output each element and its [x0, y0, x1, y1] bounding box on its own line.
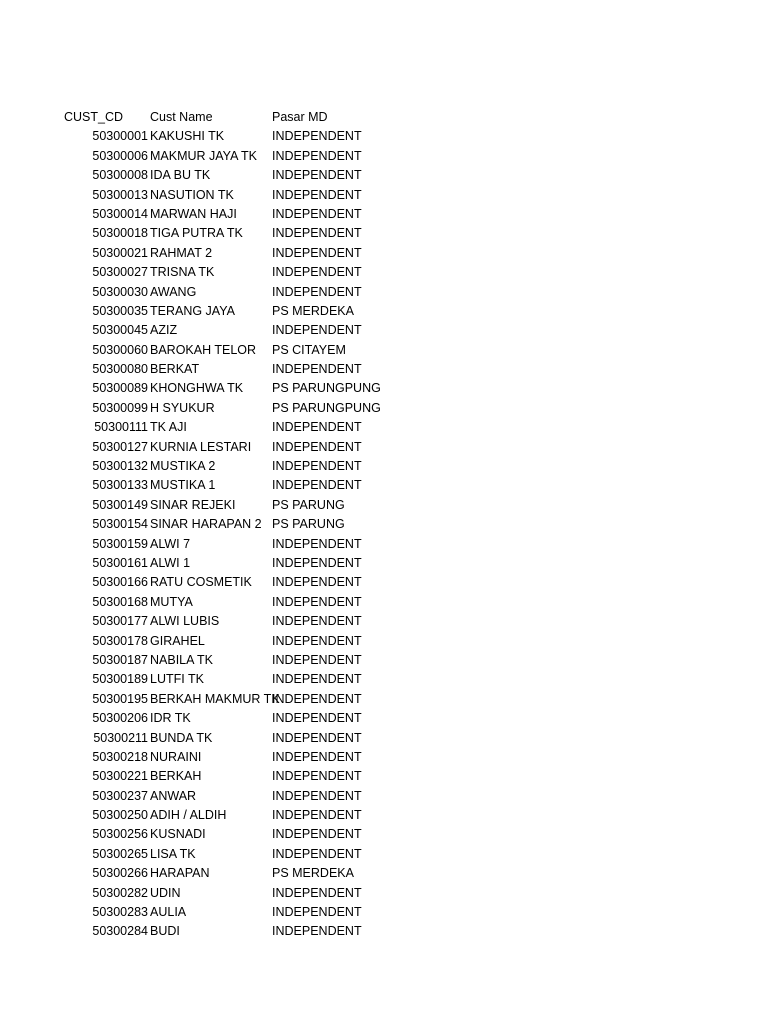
cust-code-cell: 50300111	[94, 420, 148, 435]
cust-name-cell: NURAINI	[150, 749, 202, 764]
cust-name-cell: KAKUSHI TK	[150, 129, 225, 144]
table-row	[0, 651, 768, 670]
table-row	[0, 457, 768, 476]
cust-name-cell: AWANG	[150, 284, 197, 299]
table-row	[0, 690, 768, 709]
cust-name-cell: TIGA PUTRA TK	[150, 226, 243, 241]
pasar-md-cell: PS PARUNGPUNG	[272, 400, 381, 415]
pasar-md-cell: INDEPENDENT	[272, 323, 362, 338]
cust-name-cell: SINAR REJEKI	[150, 497, 236, 512]
cust-code-cell: 50300206	[92, 711, 148, 726]
cust-code-cell: 50300021	[92, 245, 148, 260]
cust-code-cell: 50300284	[92, 924, 148, 939]
cust-name-cell: IDR TK	[150, 711, 191, 726]
cust-name-cell: GIRAHEL	[150, 633, 205, 648]
cust-code-cell: 50300030	[92, 284, 148, 299]
cust-code-cell: 50300099	[92, 400, 148, 415]
pasar-md-cell: PS PARUNGPUNG	[272, 381, 381, 396]
table-row	[0, 903, 768, 922]
pasar-md-cell: INDEPENDENT	[272, 691, 362, 706]
cust-code-cell: 50300127	[92, 439, 148, 454]
pasar-md-cell: INDEPENDENT	[272, 846, 362, 861]
pasar-md-cell: INDEPENDENT	[272, 420, 362, 435]
pasar-md-cell: INDEPENDENT	[272, 439, 362, 454]
table-row	[0, 748, 768, 767]
table-row	[0, 845, 768, 864]
table-row	[0, 864, 768, 883]
pasar-md-cell: INDEPENDENT	[272, 924, 362, 939]
pasar-md-cell: INDEPENDENT	[272, 885, 362, 900]
table-row	[0, 632, 768, 651]
cust-name-cell: BERKAH	[150, 769, 202, 784]
pasar-md-cell: INDEPENDENT	[272, 905, 362, 920]
cust-code-cell: 50300266	[92, 866, 148, 881]
pasar-md-cell: INDEPENDENT	[272, 284, 362, 299]
cust-code-cell: 50300159	[92, 536, 148, 551]
cust-code-cell: 50300177	[92, 614, 148, 629]
cust-name-cell: KUSNADI	[150, 827, 206, 842]
table-row	[0, 496, 768, 515]
table-row	[0, 709, 768, 728]
cust-name-cell: BUNDA TK	[150, 730, 213, 745]
cust-code-cell: 50300282	[92, 885, 148, 900]
pasar-md-cell: PS CITAYEM	[272, 342, 346, 357]
table-row	[0, 379, 768, 398]
cust-name-cell: MARWAN HAJI	[150, 206, 237, 221]
cust-code-cell: 50300265	[92, 846, 148, 861]
cust-code-cell: 50300008	[92, 168, 148, 183]
cust-name-cell: HARAPAN	[150, 866, 210, 881]
table-row	[0, 593, 768, 612]
table-header-row	[0, 108, 768, 127]
cust-name-cell: TERANG JAYA	[150, 303, 235, 318]
cust-code-cell: 50300027	[92, 265, 148, 280]
pasar-md-cell: INDEPENDENT	[272, 769, 362, 784]
cust-name-cell: MUSTIKA 2	[150, 459, 216, 474]
cust-code-cell: 50300168	[92, 594, 148, 609]
table-row	[0, 825, 768, 844]
pasar-md-cell: INDEPENDENT	[272, 652, 362, 667]
cust-code-cell: 50300283	[92, 905, 148, 920]
pasar-md-cell: INDEPENDENT	[272, 749, 362, 764]
cust-name-cell: NASUTION TK	[150, 187, 234, 202]
table-row	[0, 244, 768, 263]
cust-code-cell: 50300001	[92, 129, 148, 144]
cust-name-cell: ANWAR	[150, 788, 197, 803]
table-row	[0, 147, 768, 166]
cust-name-cell: MUSTIKA 1	[150, 478, 216, 493]
cust-code-cell: 50300211	[93, 730, 148, 745]
cust-name-cell: BUDI	[150, 924, 180, 939]
column-header-pasar-md: Pasar MD	[272, 110, 328, 124]
table-row	[0, 806, 768, 825]
table-body	[0, 127, 768, 941]
cust-code-cell: 50300089	[92, 381, 148, 396]
pasar-md-cell: INDEPENDENT	[272, 129, 362, 144]
table-row	[0, 166, 768, 185]
cust-name-cell: MUTYA	[150, 594, 193, 609]
cust-code-cell: 50300018	[92, 226, 148, 241]
table-row	[0, 922, 768, 941]
cust-code-cell: 50300195	[92, 691, 148, 706]
cust-name-cell: SINAR HARAPAN 2	[150, 517, 262, 532]
cust-code-cell: 50300154	[92, 517, 148, 532]
cust-name-cell: ALWI 1	[150, 555, 191, 570]
cust-code-cell: 50300221	[92, 769, 148, 784]
pasar-md-cell: INDEPENDENT	[272, 265, 362, 280]
pasar-md-cell: INDEPENDENT	[272, 478, 362, 493]
table-row	[0, 515, 768, 534]
cust-name-cell: BERKAH MAKMUR TK	[150, 691, 280, 706]
cust-code-cell: 50300256	[92, 827, 148, 842]
table-row	[0, 283, 768, 302]
table-row	[0, 767, 768, 786]
table-row	[0, 612, 768, 631]
cust-name-cell: LISA TK	[150, 846, 196, 861]
cust-name-cell: ALWI 7	[150, 536, 191, 551]
table-row	[0, 438, 768, 457]
pasar-md-cell: INDEPENDENT	[272, 672, 362, 687]
cust-code-cell: 50300080	[92, 362, 148, 377]
cust-name-cell: BERKAT	[150, 362, 200, 377]
table-row	[0, 670, 768, 689]
cust-code-cell: 50300133	[92, 478, 148, 493]
pasar-md-cell: INDEPENDENT	[272, 148, 362, 163]
cust-name-cell: KURNIA LESTARI	[150, 439, 252, 454]
table-row	[0, 418, 768, 437]
pasar-md-cell: INDEPENDENT	[272, 730, 362, 745]
pasar-md-cell: INDEPENDENT	[272, 459, 362, 474]
table-row	[0, 884, 768, 903]
cust-name-cell: RAHMAT 2	[150, 245, 213, 260]
pasar-md-cell: INDEPENDENT	[272, 555, 362, 570]
cust-code-cell: 50300013	[92, 187, 148, 202]
pasar-md-cell: INDEPENDENT	[272, 245, 362, 260]
cust-code-cell: 50300006	[92, 148, 148, 163]
table-row	[0, 399, 768, 418]
cust-name-cell: BAROKAH TELOR	[150, 342, 257, 357]
pasar-md-cell: INDEPENDENT	[272, 827, 362, 842]
cust-name-cell: H SYUKUR	[150, 400, 215, 415]
cust-code-cell: 50300166	[92, 575, 148, 590]
pasar-md-cell: INDEPENDENT	[272, 633, 362, 648]
table-row	[0, 263, 768, 282]
table-row	[0, 729, 768, 748]
cust-code-cell: 50300132	[92, 459, 148, 474]
cust-name-cell: NABILA TK	[150, 652, 213, 667]
customer-table	[0, 108, 768, 942]
table-row	[0, 787, 768, 806]
table-row	[0, 360, 768, 379]
pasar-md-cell: INDEPENDENT	[272, 206, 362, 221]
pasar-md-cell: INDEPENDENT	[272, 362, 362, 377]
cust-code-cell: 50300189	[92, 672, 148, 687]
cust-name-cell: AZIZ	[150, 323, 178, 338]
cust-code-cell: 50300178	[92, 633, 148, 648]
cust-name-cell: LUTFI TK	[150, 672, 204, 687]
table-row	[0, 186, 768, 205]
cust-code-cell: 50300187	[92, 652, 148, 667]
table-row	[0, 573, 768, 592]
cust-code-cell: 50300161	[92, 555, 148, 570]
cust-name-cell: IDA BU TK	[150, 168, 211, 183]
cust-name-cell: KHONGHWA TK	[150, 381, 244, 396]
cust-code-cell: 50300218	[92, 749, 148, 764]
pasar-md-cell: PS PARUNG	[272, 517, 345, 532]
table-row	[0, 224, 768, 243]
cust-name-cell: ADIH / ALDIH	[150, 808, 227, 823]
table-row	[0, 321, 768, 340]
cust-code-cell: 50300035	[92, 303, 148, 318]
cust-name-cell: RATU COSMETIK	[150, 575, 252, 590]
cust-name-cell: TK AJI	[150, 420, 187, 435]
pasar-md-cell: INDEPENDENT	[272, 575, 362, 590]
pasar-md-cell: INDEPENDENT	[272, 711, 362, 726]
pasar-md-cell: INDEPENDENT	[272, 187, 362, 202]
cust-code-cell: 50300149	[92, 497, 148, 512]
cust-code-cell: 50300250	[92, 808, 148, 823]
pasar-md-cell: PS PARUNG	[272, 497, 345, 512]
table-row	[0, 205, 768, 224]
cust-code-cell: 50300060	[92, 342, 148, 357]
table-row	[0, 127, 768, 146]
pasar-md-cell: INDEPENDENT	[272, 226, 362, 241]
cust-name-cell: UDIN	[150, 885, 181, 900]
pasar-md-cell: INDEPENDENT	[272, 788, 362, 803]
column-header-cust-cd: CUST_CD	[64, 110, 124, 124]
cust-code-cell: 50300014	[92, 206, 148, 221]
table-row	[0, 302, 768, 321]
table-row	[0, 554, 768, 573]
cust-name-cell: TRISNA TK	[150, 265, 215, 280]
pasar-md-cell: PS MERDEKA	[272, 303, 354, 318]
cust-code-cell: 50300237	[92, 788, 148, 803]
pasar-md-cell: PS MERDEKA	[272, 866, 354, 881]
pasar-md-cell: INDEPENDENT	[272, 594, 362, 609]
table-row	[0, 535, 768, 554]
cust-name-cell: MAKMUR JAYA TK	[150, 148, 257, 163]
pasar-md-cell: INDEPENDENT	[272, 168, 362, 183]
cust-code-cell: 50300045	[92, 323, 148, 338]
pasar-md-cell: INDEPENDENT	[272, 536, 362, 551]
table-row	[0, 341, 768, 360]
column-header-cust-name: Cust Name	[150, 110, 213, 124]
cust-name-cell: AULIA	[150, 905, 187, 920]
cust-name-cell: ALWI LUBIS	[150, 614, 220, 629]
table-row	[0, 476, 768, 495]
pasar-md-cell: INDEPENDENT	[272, 614, 362, 629]
pasar-md-cell: INDEPENDENT	[272, 808, 362, 823]
